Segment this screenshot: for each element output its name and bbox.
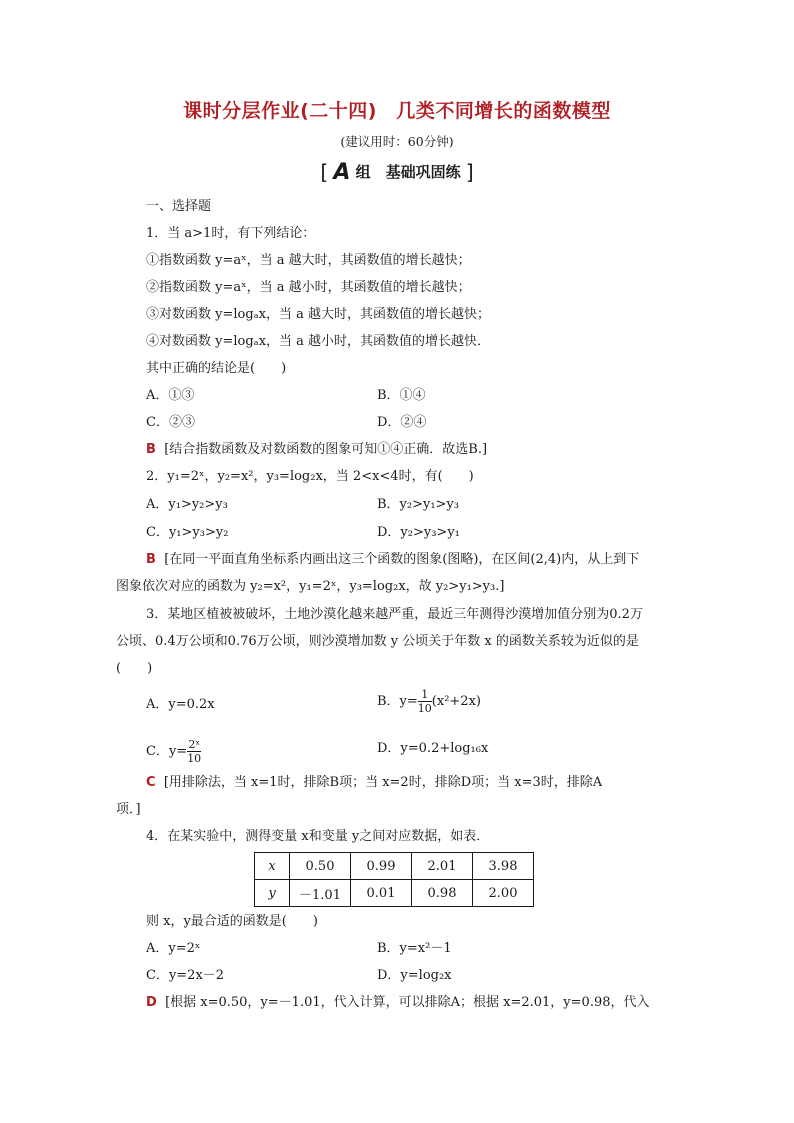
q1-statement-4: ④对数函数 y=logₐx，当 a 越小时，其函数值的增长越快． xyxy=(146,334,491,349)
q3-stem-line-2: 公顷、0.4万公顷和0.76万公顷，则沙漠增加数 y 公顷关于年数 x 的函数关系较为近似的是 xyxy=(116,634,639,649)
q2-option-a: A．y₁>y₂>y₃ xyxy=(146,497,228,512)
q3-stem-line-1: 3．某地区植被被破坏，土地沙漠化越来越严重，最近三年测得沙漠增加值分别为0.2万 xyxy=(146,607,643,622)
q4-stem: 4．在某实验中，测得变量 x和变量 y之间对应数据，如表． xyxy=(146,829,490,844)
q3-option-c-fraction xyxy=(187,738,201,765)
time-note: (建议用时：60分钟) xyxy=(340,134,454,149)
q2-option-c: C．y₁>y₃>y₂ xyxy=(146,525,229,540)
q1-option-c: C．②③ xyxy=(146,415,195,430)
table-cell: 0.98 xyxy=(412,880,473,907)
q4-prompt: 则 x，y最合适的函数是( ) xyxy=(146,914,318,929)
group-bracket-close: ] xyxy=(465,160,474,184)
q4-option-d: D．y=log₂x xyxy=(377,968,452,983)
q3-option-b-denominator: 10 xyxy=(417,702,432,715)
table-cell: 3.98 xyxy=(473,853,534,880)
q3-explanation-1: [用排除法，当 x=1时，排除B项；当 x=2时，排除D项；当 x=3时，排除A xyxy=(163,775,603,790)
q3-option-b xyxy=(377,688,481,715)
q3-option-b-tail: (x²+2x) xyxy=(431,694,481,709)
q2-explanation-2: 图象依次对应的函数为 y₂=x²，y₁=2ˣ，y₃=log₂x，故 y₂>y₁>y₃.] xyxy=(116,579,505,594)
data-table xyxy=(254,852,534,907)
table-row xyxy=(255,853,534,880)
q3-option-d: D．y=0.2+log₁₆x xyxy=(377,741,489,756)
q1-option-d: D．②④ xyxy=(377,415,427,430)
q1-option-b: B．①④ xyxy=(377,388,426,403)
q3-option-b-lead: B．y= xyxy=(377,694,418,709)
q1-statement-1: ①指数函数 y=aˣ，当 a 越大时，其函数值的增长越快； xyxy=(146,253,471,268)
table-cell: 2.01 xyxy=(412,853,473,880)
q1-prompt: 其中正确的结论是( ) xyxy=(146,361,287,376)
q1-answer: B xyxy=(146,442,156,457)
q2-answer: B xyxy=(146,552,156,567)
q1-explanation: [结合指数函数及对数函数的图象可知①④正确．故选B.] xyxy=(164,442,488,457)
q3-option-c-lead: C．y= xyxy=(146,744,188,759)
q1-statement-3: ③对数函数 y=logₐx，当 a 越大时，其函数值的增长越快； xyxy=(146,307,491,322)
q3-option-b-fraction xyxy=(418,688,432,715)
q2-solution-line-1 xyxy=(146,551,639,569)
q3-option-a: A．y=0.2x xyxy=(146,697,215,712)
table-cell: 0.50 xyxy=(290,853,351,880)
q2-option-b: B．y₂>y₁>y₃ xyxy=(377,497,460,512)
q4-answer: D xyxy=(146,995,157,1010)
table-cell: 2.00 xyxy=(473,880,534,907)
q3-explanation-2: 项．] xyxy=(116,802,141,817)
section-heading: 一、选择题 xyxy=(146,199,212,214)
q4-option-b: B．y=x²－1 xyxy=(377,941,452,956)
table-row xyxy=(255,880,534,907)
table-cell: －1.01 xyxy=(290,880,351,907)
q3-option-c-numerator: 2ˣ xyxy=(188,738,201,751)
q1-solution xyxy=(146,441,487,459)
q1-option-a: A．①③ xyxy=(146,388,195,403)
q3-solution-line-1 xyxy=(146,774,602,792)
group-letter: A xyxy=(333,160,351,185)
group-bracket-open: [ xyxy=(320,160,329,184)
q4-solution xyxy=(146,994,650,1012)
group-label: 组 基础巩固练 xyxy=(355,163,461,181)
q2-explanation-1: [在同一平面直角坐标系内画出这三个函数的图象(图略)，在区间(2,4)内，从上到下 xyxy=(164,552,640,567)
q3-stem-line-3: ( ) xyxy=(116,661,153,676)
q3-option-c-denominator: 10 xyxy=(187,752,202,765)
q1-statement-2: ②指数函数 y=aˣ，当 a 越小时，其函数值的增长越快； xyxy=(146,280,471,295)
page-title: 课时分层作业(二十四) 几类不同增长的函数模型 xyxy=(183,100,611,122)
q3-option-b-numerator: 1 xyxy=(418,688,432,702)
q1-stem: 1．当 a>1时，有下列结论： xyxy=(146,226,316,241)
q2-stem: 2．y₁=2ˣ，y₂=x²，y₃=log₂x，当 2<x<4时，有( ) xyxy=(146,469,474,484)
table-cell: x xyxy=(255,853,290,880)
q4-option-c: C．y=2x－2 xyxy=(146,968,225,983)
q2-option-d: D．y₂>y₃>y₁ xyxy=(377,525,460,540)
q4-explanation: [根据 x=0.50，y=－1.01，代入计算，可以排除A；根据 x=2.01，y=0.98，代入 xyxy=(165,995,650,1010)
q3-option-c xyxy=(146,738,201,765)
table-cell: 0.99 xyxy=(351,853,412,880)
q4-option-a: A．y=2ˣ xyxy=(146,941,201,956)
q3-answer: C xyxy=(146,775,156,790)
table-cell: 0.01 xyxy=(351,880,412,907)
table-cell: y xyxy=(255,880,290,907)
group-heading xyxy=(0,160,794,185)
